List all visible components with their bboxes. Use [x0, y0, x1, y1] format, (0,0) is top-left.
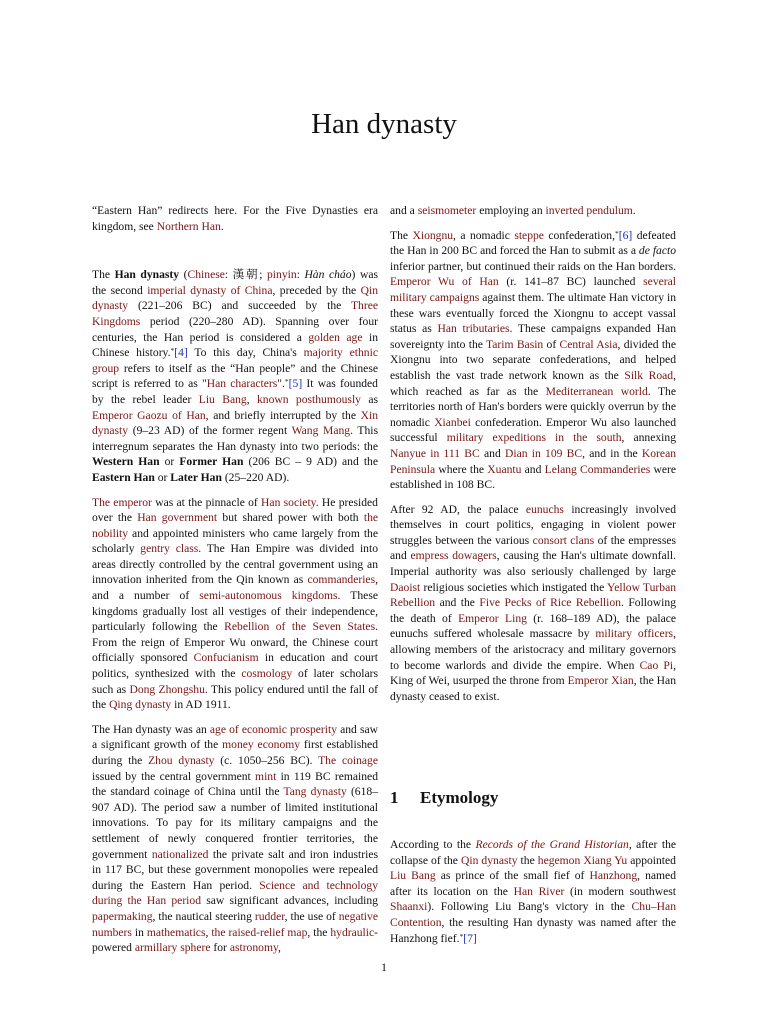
- page-number: 1: [381, 960, 387, 974]
- intro-paragraph-4: The Xiongnu, a nomadic steppe confederation,*[6] defeated the Han in 200 BC and forced the Han to submit as a de facto inferior partner, but continued their raids on the Han borders. Emperor Wu of Han (r. 141–87 BC) launched several military campaigns against them. The ultimate Han victory in these wars eventually forced the Xiongnu to accept vassal status as Han tributaries. These campaigns expanded Han sovereignty into the Tarim Basin of Central Asia, divided the Xiongnu into two separate confederations, and helped establish the vast trade network known as the Silk Road, which reached as far as the Mediterranean world. The territories north of Han's borders were quickly overrun by the nomadic Xianbei confederation. Emperor Wu also launched successful military expeditions in the south, annexing Nanyue in 111 BC and Dian in 109 BC, and in the Korean Peninsula where the Xuantu and Lelang Commanderies were established in 108 BC.: [390, 228, 677, 492]
- intro-paragraph-3: The Han dynasty was an age of economic prosperity and saw a significant growth of the money economy first established during the Zhou dynasty (c. 1050–256 BC). The coinage issued by the central government mint in 119 BC remained the standard coinage of China until the Tang dynasty (618–907 AD). The period saw a number of limited institutional innovations. To pay for its military campaigns and the settlement of newly conquered frontier territories, the government nationalized the private salt and iron industries in 117 BC, but these government monopolies were repealed during the Eastern Han period. Science and technology during the Han period saw significant advances, including papermaking, the nautical steering rudder, the use of negative numbers in mathematics, the raised-relief map, the hydraulic-powered armillary sphere for astronomy,: [92, 722, 379, 955]
- section-heading-etymology: 1 Etymology: [390, 788, 499, 807]
- hatnote: “Eastern Han” redirects here. For the Five Dynasties era kingdom, see Northern Han.: [92, 204, 378, 233]
- etymology-paragraph: According to the Records of the Grand Historian, after the collapse of the Qin dynasty the hegemon Xiang Yu appointed Liu Bang as prince of the small fief of Hanzhong, named after its location on the Han River (in modern southwest Shaanxi). Following Liu Bang's victory in the Chu–Han Contention, the resulting Han dynasty was named after the Hanzhong fief.*[7]: [390, 838, 677, 945]
- etymology-section: [390, 837, 676, 955]
- left-column: [92, 203, 378, 965]
- northern-han-link[interactable]: Northern Han: [156, 219, 221, 233]
- intro-paragraph-5: After 92 AD, the palace eunuchs increasingly involved themselves in court politics, engaging in violent power struggles between the various consort clans of the empresses and empress dowagers, causing the Han's ultimate downfall. Imperial authority was also seriously challenged by large Daoist religious societies which instigated the Yellow Turban Rebellion and the Five Pecks of Rice Rebellion. Following the death of Emperor Ling (r. 168–189 AD), the palace eunuchs suffered wholesale massacre by military officers, allowing members of the aristocracy and military governors to become warlords and divide the empire. When Cao Pi, King of Wei, usurped the throne from Emperor Xian, the Han dynasty ceased to exist.: [390, 502, 677, 703]
- intro-paragraph-1: The Han dynasty (Chinese: 漢朝; pinyin: Hàn cháo) was the second imperial dynasty of China, preceded by the Qin dynasty (221–206 BC) and succeeded by the Three Kingdoms period (220–280 AD). Spanning over four centuries, the Han period is considered a golden age in Chinese history.*[4] To this day, China's majority ethnic group refers to itself as the “Han people” and the Chinese script is referred to as "Han characters".*[5] It was founded by the rebel leader Liu Bang, known posthumously as Emperor Gaozu of Han, and briefly interrupted by the Xin dynasty (9–23 AD) of the former regent Wang Mang. This interregnum separates the Han dynasty into two periods: the Western Han or Former Han (206 BC – 9 AD) and the Eastern Han or Later Han (25–220 AD).: [92, 268, 379, 484]
- intro-paragraph-3-cont: and a seismometer employing an inverted pendulum.: [390, 204, 636, 217]
- right-column: [390, 203, 676, 713]
- hatnote-text: “Eastern Han” redirects here. For the Five Dynasties era kingdom, see: [92, 204, 378, 233]
- page-title: Han dynasty: [311, 108, 457, 140]
- intro-paragraph-2: The emperor was at the pinnacle of Han society. He presided over the Han government but shared power with both the nobility and appointed ministers who came largely from the scholarly gentry class. The Han Empire was divided into areas directly controlled by the central government using an innovation inherited from the Qin known as commanderies, and a number of semi-autonomous kingdoms. These kingdoms gradually lost all vestiges of their independence, particularly following the Rebellion of the Seven States. From the reign of Emperor Wu onward, the Chinese court officially sponsored Confucianism in education and court politics, synthesized with the cosmology of later scholars such as Dong Zhongshu. This policy endured until the fall of the Qing dynasty in AD 1911.: [92, 495, 379, 712]
